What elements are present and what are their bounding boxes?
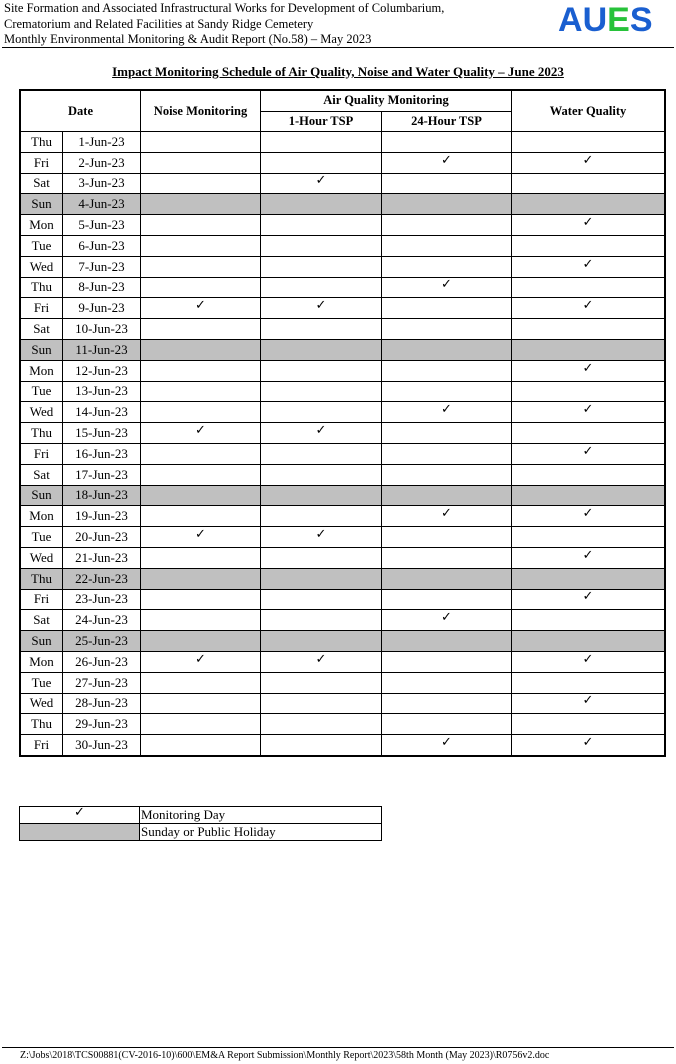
check-icon: ✓ [582,443,594,459]
row-day: Thu [20,714,63,735]
col-header-tsp-1hr: 1-Hour TSP [261,111,382,132]
cell-tsp24 [382,547,512,568]
cell-noise [141,527,261,548]
legend-grey-swatch [20,824,140,841]
cell-water [512,672,666,693]
check-icon: ✓ [582,693,594,709]
cell-tsp24 [382,256,512,277]
schedule-row [20,714,665,735]
check-icon: ✓ [315,651,327,667]
schedule-row [20,339,665,360]
legend-check-icon: ✓ [20,807,140,824]
cell-water [512,693,666,714]
check-icon: ✓ [195,651,206,667]
row-date: 17-Jun-23 [63,464,141,485]
schedule-row [20,568,665,589]
row-date: 15-Jun-23 [63,423,141,444]
cell-noise [141,714,261,735]
row-date: 5-Jun-23 [63,215,141,236]
monitoring-schedule-table [19,89,666,757]
schedule-row [20,672,665,693]
row-day: Fri [20,443,63,464]
check-icon: ✓ [441,506,452,522]
row-date: 6-Jun-23 [63,235,141,256]
row-day: Sun [20,631,63,652]
cell-tsp24 [382,443,512,464]
cell-water [512,402,666,423]
check-icon: ✓ [582,298,594,314]
cell-water [512,714,666,735]
cell-noise [141,360,261,381]
schedule-row [20,173,665,194]
row-date: 20-Jun-23 [63,527,141,548]
cell-tsp24 [382,173,512,194]
cell-water [512,235,666,256]
cell-water [512,319,666,340]
cell-noise [141,339,261,360]
row-day: Fri [20,589,63,610]
schedule-row [20,464,665,485]
row-date: 27-Jun-23 [63,672,141,693]
cell-tsp1 [261,714,382,735]
cell-water [512,152,666,173]
check-icon: ✓ [195,527,206,543]
cell-water [512,173,666,194]
schedule-body [20,132,665,756]
header-rule [2,47,674,48]
cell-tsp1 [261,631,382,652]
cell-tsp24 [382,651,512,672]
cell-tsp24 [382,485,512,506]
header-line-3: Monthly Environmental Monitoring & Audit Report (No.58) – May 2023 [4,32,372,46]
cell-tsp1 [261,693,382,714]
check-icon: ✓ [582,360,594,376]
cell-tsp24 [382,464,512,485]
row-date: 21-Jun-23 [63,547,141,568]
schedule-row [20,277,665,298]
check-icon: ✓ [441,610,452,626]
cell-tsp24 [382,527,512,548]
check-icon: ✓ [582,152,594,168]
legend-table [19,806,382,841]
row-day: Sun [20,194,63,215]
col-header-air-quality: Air Quality Monitoring [261,90,512,111]
check-icon: ✓ [441,735,452,750]
cell-tsp1 [261,589,382,610]
schedule-row [20,298,665,319]
cell-water [512,277,666,298]
cell-water [512,256,666,277]
cell-noise [141,631,261,652]
cell-tsp1 [261,298,382,319]
cell-water [512,464,666,485]
col-header-date: Date [20,90,141,132]
schedule-row [20,527,665,548]
cell-tsp24 [382,194,512,215]
footer-rule [2,1047,674,1048]
check-icon: ✓ [582,651,594,667]
cell-noise [141,277,261,298]
cell-tsp1 [261,423,382,444]
col-header-water: Water Quality [512,90,666,132]
cell-tsp24 [382,381,512,402]
cell-tsp1 [261,402,382,423]
row-day: Sun [20,339,63,360]
cell-noise [141,651,261,672]
row-day: Thu [20,132,63,153]
row-day: Mon [20,360,63,381]
schedule-row [20,132,665,153]
row-date: 9-Jun-23 [63,298,141,319]
schedule-row [20,319,665,340]
cell-tsp1 [261,381,382,402]
row-day: Sat [20,464,63,485]
cell-tsp24 [382,132,512,153]
row-date: 14-Jun-23 [63,402,141,423]
cell-water [512,735,666,756]
cell-water [512,360,666,381]
cell-tsp24 [382,402,512,423]
row-date: 16-Jun-23 [63,443,141,464]
cell-noise [141,215,261,236]
cell-tsp1 [261,235,382,256]
cell-tsp24 [382,152,512,173]
cell-noise [141,672,261,693]
schedule-row [20,735,665,756]
row-date: 29-Jun-23 [63,714,141,735]
schedule-row [20,423,665,444]
cell-noise [141,194,261,215]
cell-noise [141,423,261,444]
cell-tsp1 [261,194,382,215]
row-date: 13-Jun-23 [63,381,141,402]
row-date: 7-Jun-23 [63,256,141,277]
check-icon: ✓ [441,152,452,168]
cell-noise [141,464,261,485]
schedule-row [20,610,665,631]
cell-tsp1 [261,360,382,381]
report-header [4,1,444,48]
cell-tsp1 [261,339,382,360]
row-day: Sun [20,485,63,506]
row-date: 2-Jun-23 [63,152,141,173]
cell-water [512,506,666,527]
row-day: Tue [20,235,63,256]
cell-noise [141,693,261,714]
schedule-row [20,631,665,652]
row-date: 10-Jun-23 [63,319,141,340]
legend-row-holiday [20,824,382,841]
check-icon: ✓ [582,215,594,231]
cell-tsp1 [261,735,382,756]
row-day: Wed [20,693,63,714]
cell-water [512,339,666,360]
cell-noise [141,735,261,756]
cell-noise [141,547,261,568]
cell-noise [141,132,261,153]
row-date: 25-Jun-23 [63,631,141,652]
check-icon: ✓ [582,256,594,272]
row-date: 24-Jun-23 [63,610,141,631]
logo-letter-s: S [629,1,653,39]
cell-tsp1 [261,610,382,631]
cell-noise [141,235,261,256]
cell-noise [141,589,261,610]
check-icon: ✓ [582,547,594,563]
row-date: 28-Jun-23 [63,693,141,714]
cell-tsp24 [382,693,512,714]
cell-tsp24 [382,568,512,589]
row-day: Tue [20,381,63,402]
cell-tsp24 [382,360,512,381]
cell-water [512,485,666,506]
cell-tsp24 [382,631,512,652]
schedule-row [20,215,665,236]
cell-tsp1 [261,672,382,693]
cell-water [512,547,666,568]
cell-water [512,298,666,319]
cell-tsp1 [261,506,382,527]
row-date: 18-Jun-23 [63,485,141,506]
row-date: 19-Jun-23 [63,506,141,527]
schedule-row [20,443,665,464]
cell-tsp1 [261,568,382,589]
row-day: Sat [20,319,63,340]
legend-holiday-label: Sunday or Public Holiday [140,824,382,841]
schedule-row [20,256,665,277]
schedule-row [20,589,665,610]
cell-water [512,443,666,464]
cell-tsp1 [261,651,382,672]
row-day: Wed [20,402,63,423]
schedule-row [20,360,665,381]
cell-noise [141,173,261,194]
cell-noise [141,152,261,173]
schedule-row [20,402,665,423]
logo-letter-u: U [582,1,608,39]
cell-tsp24 [382,714,512,735]
check-icon: ✓ [582,735,594,750]
check-icon: ✓ [582,506,594,522]
cell-tsp24 [382,735,512,756]
col-header-tsp-24hr: 24-Hour TSP [382,111,512,132]
row-date: 12-Jun-23 [63,360,141,381]
aues-logo [558,2,653,38]
check-icon: ✓ [195,298,206,314]
cell-tsp24 [382,423,512,444]
row-date: 8-Jun-23 [63,277,141,298]
check-icon: ✓ [315,298,327,314]
row-day: Wed [20,256,63,277]
cell-tsp1 [261,215,382,236]
row-date: 23-Jun-23 [63,589,141,610]
cell-noise [141,256,261,277]
row-day: Fri [20,152,63,173]
cell-noise [141,319,261,340]
col-header-noise: Noise Monitoring [141,90,261,132]
cell-tsp1 [261,443,382,464]
check-icon: ✓ [195,423,206,439]
logo-letter-e: E [607,1,630,39]
cell-tsp1 [261,173,382,194]
row-day: Fri [20,735,63,756]
schedule-row [20,381,665,402]
legend-monitoring-label: Monitoring Day [140,807,382,824]
row-date: 4-Jun-23 [63,194,141,215]
logo-letter-a: A [558,1,583,39]
schedule-row [20,547,665,568]
row-day: Mon [20,506,63,527]
check-icon: ✓ [441,402,452,418]
check-icon: ✓ [441,277,452,293]
schedule-row [20,194,665,215]
schedule-row [20,152,665,173]
row-day: Thu [20,423,63,444]
header-line-1: Site Formation and Associated Infrastructural Works for Development of Columbarium, [4,1,445,15]
cell-tsp24 [382,672,512,693]
row-day: Thu [20,277,63,298]
cell-tsp24 [382,589,512,610]
cell-water [512,423,666,444]
schedule-row [20,693,665,714]
schedule-row [20,235,665,256]
row-date: 1-Jun-23 [63,132,141,153]
row-date: 30-Jun-23 [63,735,141,756]
cell-noise [141,402,261,423]
row-day: Mon [20,651,63,672]
row-day: Fri [20,298,63,319]
cell-tsp1 [261,132,382,153]
cell-tsp24 [382,506,512,527]
cell-water [512,215,666,236]
cell-tsp1 [261,464,382,485]
cell-water [512,651,666,672]
legend-row-monitoring [20,807,382,824]
row-day: Mon [20,215,63,236]
cell-water [512,194,666,215]
cell-tsp24 [382,610,512,631]
cell-tsp24 [382,277,512,298]
cell-tsp1 [261,485,382,506]
cell-noise [141,298,261,319]
row-date: 11-Jun-23 [63,339,141,360]
cell-noise [141,610,261,631]
row-day: Tue [20,672,63,693]
cell-tsp1 [261,256,382,277]
cell-tsp24 [382,319,512,340]
cell-tsp1 [261,319,382,340]
cell-tsp24 [382,215,512,236]
row-date: 22-Jun-23 [63,568,141,589]
schedule-row [20,506,665,527]
cell-tsp1 [261,547,382,568]
cell-water [512,568,666,589]
cell-tsp24 [382,298,512,319]
cell-noise [141,443,261,464]
cell-water [512,631,666,652]
schedule-row [20,485,665,506]
cell-noise [141,485,261,506]
cell-noise [141,506,261,527]
schedule-title: Impact Monitoring Schedule of Air Quality, Noise and Water Quality – June 2023 [112,64,564,79]
row-day: Wed [20,547,63,568]
cell-tsp1 [261,527,382,548]
cell-tsp1 [261,277,382,298]
cell-noise [141,568,261,589]
cell-water [512,527,666,548]
cell-water [512,132,666,153]
check-icon: ✓ [315,527,327,543]
row-date: 3-Jun-23 [63,173,141,194]
cell-water [512,589,666,610]
cell-noise [141,381,261,402]
schedule-row [20,651,665,672]
row-date: 26-Jun-23 [63,651,141,672]
check-icon: ✓ [315,173,327,189]
check-icon: ✓ [582,402,594,418]
footer-file-path: Z:\Jobs\2018\TCS00881(CV-2016-10)\600\EM&A Report Submission\Monthly Report\2023\58th Month (May 2023)\R0756v2.doc [20,1050,550,1061]
header-line-2: Crematorium and Related Facilities at Sandy Ridge Cemetery [4,16,314,31]
cell-water [512,381,666,402]
cell-tsp1 [261,152,382,173]
row-day: Sat [20,173,63,194]
cell-water [512,610,666,631]
cell-tsp24 [382,339,512,360]
row-day: Tue [20,527,63,548]
check-icon: ✓ [582,589,594,605]
row-day: Thu [20,568,63,589]
cell-tsp24 [382,235,512,256]
row-day: Sat [20,610,63,631]
check-icon: ✓ [315,423,327,439]
